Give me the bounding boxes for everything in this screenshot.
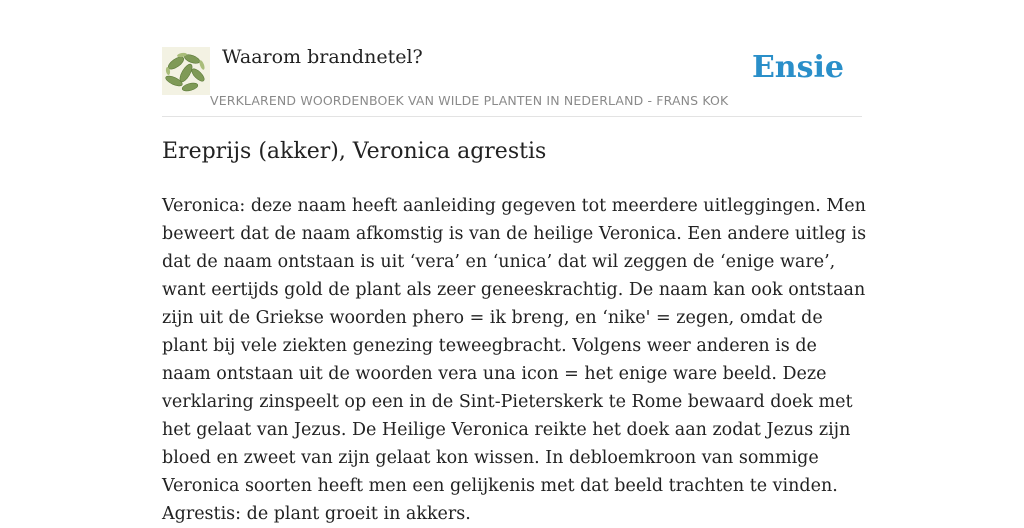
entry-body (162, 192, 867, 528)
nettle-leaves-icon (162, 47, 210, 95)
dictionary-subtitle[interactable]: VERKLAREND WOORDENBOEK VAN WILDE PLANTEN IN NEDERLAND - FRANS KOK (210, 93, 729, 108)
ensie-logo[interactable]: Ensie (751, 50, 844, 85)
entry-paragraph: Veronica: deze naam heeft aanleiding gegeven tot meerdere uitleggingen. Men beweert dat de naam afkomstig is van de heilige Veronica. Een andere uitleg is dat de naam ontstaan is uit ‘vera’ en ‘unica’ dat wil zeggen de ‘enige ware’, want eertijds gold de plant als zeer geneeskrachtig. De naam kan ook ontstaan zijn uit de Griekse woorden phero = ik breng, en ‘nike' = zegen, omdat de plant bij vele ziekten genezing teweegbracht. Volgens weer anderen is de naam ontstaan uit de woorden vera una icon = het enige ware beeld. Deze verklaring zinspeelt op een in de Sint-Pieterskerk te Rome bewaard doek met het gelaat van Jezus. De Heilige Veronica reikte het doek aan zodat Jezus zijn bloed en zweet van zijn gelaat kon wissen. In debloemkroon van sommige Veronica soorten heeft men een gelijkenis met dat beeld trachten te vinden. (162, 196, 867, 496)
header (162, 44, 862, 117)
entry-title: Ereprijs (akker), Veronica agrestis (162, 139, 547, 164)
entry-paragraph: Agrestis: de plant groeit in akkers. (162, 504, 471, 524)
site-title[interactable]: Waarom brandnetel? (222, 46, 423, 68)
